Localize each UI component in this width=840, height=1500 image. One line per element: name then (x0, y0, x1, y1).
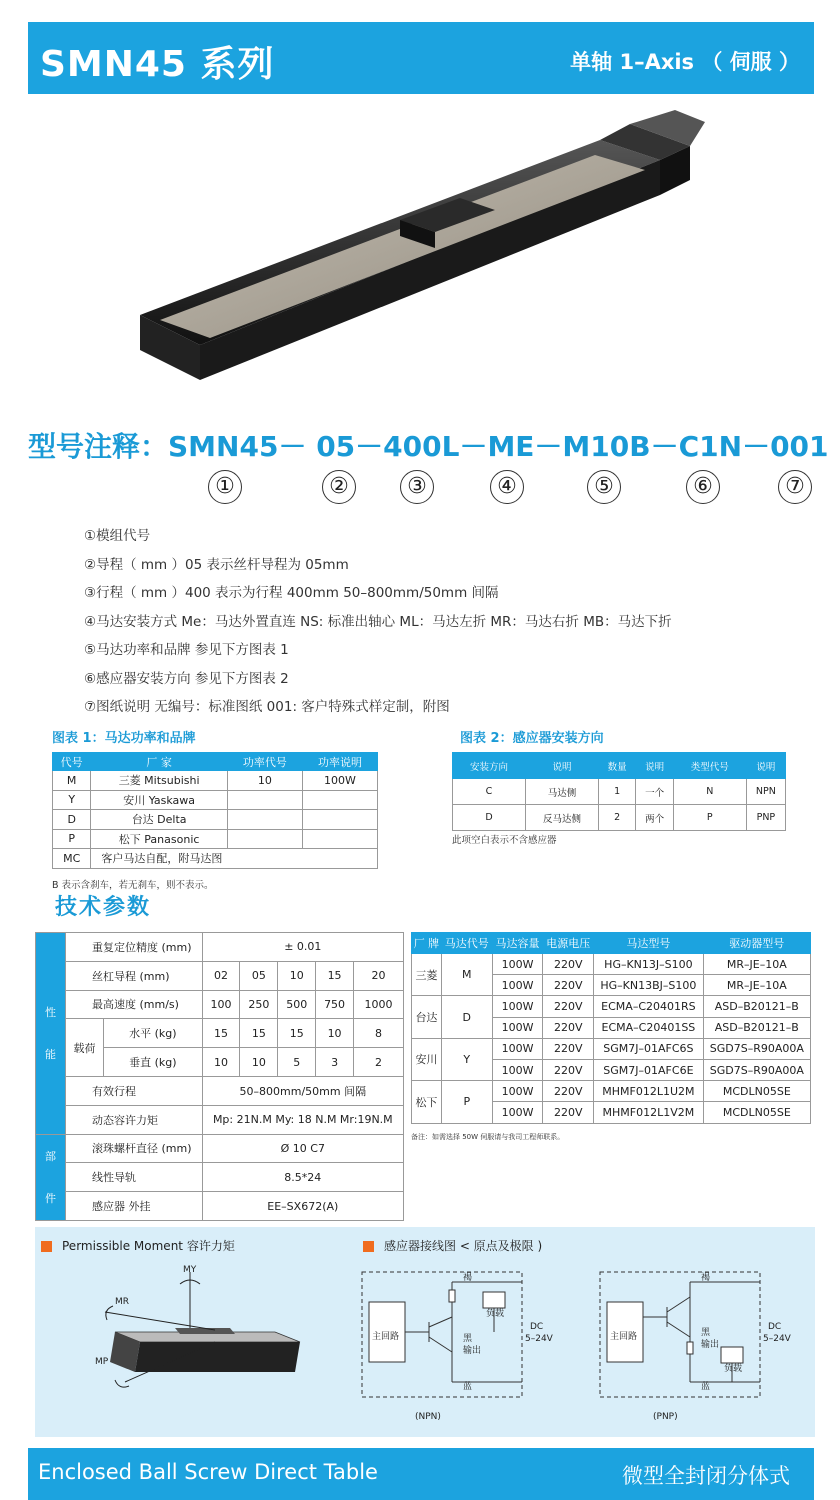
table-cell (227, 810, 302, 830)
note-4: ④马达安装方式 Me：马达外置直连 NS: 标准出轴心 ML：马达左折 MR：马达右折 MB：马达下折 (84, 613, 672, 630)
diagram-panel (35, 1227, 815, 1437)
brand-cell: 安川 (412, 1038, 442, 1080)
table-cell: 10 (316, 1019, 354, 1048)
brand-cell: 三菱 (412, 954, 442, 996)
table-cell: NPN (746, 779, 785, 805)
table-cell: 220V (543, 996, 594, 1017)
tech-title: 技术参数 (55, 895, 152, 920)
table-row (36, 1134, 404, 1163)
table-cell: P (673, 805, 746, 831)
table-cell: 2 (353, 1048, 403, 1077)
table-header: 功率说明 (302, 753, 377, 771)
side-char: 件 (45, 1192, 56, 1206)
model-code (28, 425, 829, 465)
table-cell: 15 (202, 1019, 240, 1048)
table-cell: 客户马达自配，附马达图 (91, 849, 378, 869)
table-cell: 100W (492, 975, 543, 996)
code-cell: M (441, 954, 492, 996)
table1-note: B 表示含刹车，若无刹车，则不表示。 (52, 880, 214, 891)
pnp-blue-label: 蓝 (701, 1382, 711, 1392)
table-cell: 8 (353, 1019, 403, 1048)
table-cell: 1000 (353, 990, 403, 1019)
pnp-brown-label: 褐 (701, 1273, 711, 1283)
table-cell: HG–KN13J–S100 (594, 954, 703, 975)
table-header: 安装方向 (453, 753, 526, 779)
table-cell: 100W (492, 954, 543, 975)
wiring-heading (363, 1237, 542, 1254)
marker-5: ⑤ (587, 470, 621, 504)
table-cell: 220V (543, 1059, 594, 1080)
code-cell: P (441, 1081, 492, 1123)
table-row (53, 849, 378, 869)
table-cell (302, 810, 377, 830)
table-cell: 1 (598, 779, 635, 805)
table-row (412, 1038, 811, 1059)
table-cell: 500 (278, 990, 316, 1019)
model-code-value: SMN45－ 05－400L－ME－M10B－C1N－001 (168, 430, 829, 463)
table-cell: 100 (202, 990, 240, 1019)
table-cell: SGD7S–R90A00A (703, 1059, 810, 1080)
marker-7: ⑦ (778, 470, 812, 504)
table-row (53, 829, 378, 849)
pnp-load-label: 负载 (724, 1364, 743, 1374)
table-cell: 三菱 Mitsubishi (91, 771, 228, 791)
side-char: 部 (45, 1150, 56, 1164)
table-cell: 马达侧 (525, 779, 598, 805)
table-cell: 250 (240, 990, 278, 1019)
row-label: 水平 (kg) (104, 1019, 203, 1048)
table-cell: 反马达侧 (525, 805, 598, 831)
pnp-output-label: 输出 (701, 1340, 720, 1350)
table-cell: PNP (746, 805, 785, 831)
table-cell: 两个 (636, 805, 673, 831)
footer-right-text: 微型全封闭分体式 (622, 1464, 790, 1488)
table-header: 代号 (53, 753, 91, 771)
table-header: 马达容量 (492, 933, 543, 954)
table-row (36, 1105, 404, 1134)
row-label: 垂直 (kg) (104, 1048, 203, 1077)
table-cell: Y (53, 790, 91, 810)
table-cell: 5 (278, 1048, 316, 1077)
model-prefix: 型号注释： (28, 430, 169, 463)
table-cell: 100W (492, 1081, 543, 1102)
table-header: 马达代号 (441, 933, 492, 954)
table-row (36, 1163, 404, 1192)
table-cell: 20 (353, 961, 403, 990)
table-cell: 15 (240, 1019, 278, 1048)
table-cell: ± 0.01 (202, 933, 403, 962)
pnp-main-label: 主回路 (610, 1332, 638, 1342)
table2 (452, 752, 786, 831)
table-header: 厂 家 (91, 753, 228, 771)
npn-main-label: 主回路 (372, 1332, 400, 1342)
npn-brown-label: 褐 (463, 1273, 473, 1283)
note-2: ②导程（ mm ）05 表示丝杆导程为 05mm (84, 556, 349, 573)
table-cell: 100W (492, 1017, 543, 1038)
table-cell: 8.5*24 (202, 1163, 403, 1192)
table-cell: 100W (492, 1038, 543, 1059)
table-cell: EE–SX672(A) (202, 1192, 403, 1221)
row-label: 最高速度 (mm/s) (66, 990, 203, 1019)
table-row (53, 790, 378, 810)
table-cell (302, 829, 377, 849)
row-label: 滚珠螺杆直径 (mm) (66, 1134, 203, 1163)
table-cell: 05 (240, 961, 278, 990)
wiring-title: 感应器接线图 < 原点及极限 ) (384, 1239, 543, 1253)
note-5: ⑤马达功率和品牌 参见下方图表 1 (84, 642, 289, 658)
table-header: 马达型号 (594, 933, 703, 954)
table-cell: MCDLN05SE (703, 1081, 810, 1102)
pnp-black-label: 黑 (701, 1328, 711, 1338)
npn-blue-label: 蓝 (463, 1382, 473, 1392)
orange-square-icon (363, 1241, 374, 1252)
table-cell: 松下 Panasonic (91, 829, 228, 849)
marker-4: ④ (490, 470, 524, 504)
table-header: 说明 (636, 753, 673, 779)
table-cell: N (673, 779, 746, 805)
table-cell: 220V (543, 954, 594, 975)
table-cell: P (53, 829, 91, 849)
product-image (130, 110, 710, 400)
table-cell: SGD7S–R90A00A (703, 1038, 810, 1059)
table-cell: 安川 Yaskawa (91, 790, 228, 810)
table-header: 类型代号 (673, 753, 746, 779)
table-header: 驱动器型号 (703, 933, 810, 954)
table-cell: 220V (543, 1081, 594, 1102)
table-cell: 3 (316, 1048, 354, 1077)
table-header-row (453, 753, 786, 779)
table-cell: 10 (227, 771, 302, 791)
note-7: ⑦图纸说明 无编号：标准图纸 001: 客户特殊式样定制，附图 (84, 699, 450, 715)
npn-dc-label: DC (530, 1322, 544, 1332)
table-header: 厂 牌 (412, 933, 442, 954)
table-cell: ECMA–C20401RS (594, 996, 703, 1017)
table-cell: 2 (598, 805, 635, 831)
moment-illustration (85, 1262, 315, 1412)
pnp-dc-label: DC (768, 1322, 782, 1332)
table-cell: C (453, 779, 526, 805)
table-cell: D (53, 810, 91, 830)
footer-banner (28, 1448, 814, 1500)
table-cell: Mp: 21N.M My: 18 N.M Mr:19N.M (202, 1105, 403, 1134)
marker-2: ② (322, 470, 356, 504)
table-header: 功率代号 (227, 753, 302, 771)
table-header-row (53, 753, 378, 771)
table-row (53, 771, 378, 791)
table-row (412, 954, 811, 975)
moment-title: Permissible Moment 容许力矩 (62, 1239, 235, 1253)
table-cell: 10 (240, 1048, 278, 1077)
table-cell: SGM7J–01AFC6E (594, 1059, 703, 1080)
table-cell: M (53, 771, 91, 791)
marker-1: ① (208, 470, 242, 504)
row-label: 重复定位精度 (mm) (66, 933, 203, 962)
motor-table (411, 932, 811, 1124)
pnp-volt-label: 5–24V (763, 1334, 791, 1344)
code-cell: D (441, 996, 492, 1038)
footer-left-text: Enclosed Ball Screw Direct Table (38, 1460, 378, 1484)
table-cell: MHMF012L1V2M (594, 1102, 703, 1123)
table-cell (227, 829, 302, 849)
table-cell (227, 790, 302, 810)
table-row (36, 961, 404, 990)
table2-note: 此项空白表示不含感应器 (452, 835, 557, 846)
table-cell: 50–800mm/50mm 间隔 (202, 1076, 403, 1105)
table-cell: 台达 Delta (91, 810, 228, 830)
table-cell: MHMF012L1U2M (594, 1081, 703, 1102)
page-subtitle: 单轴 1–Axis （ 伺服 ） (570, 50, 800, 74)
table-row (36, 1019, 404, 1048)
table-cell: 750 (316, 990, 354, 1019)
table2-title: 图表 2：感应器安装方向 (460, 731, 604, 746)
table-header: 说明 (746, 753, 785, 779)
table-header: 说明 (525, 753, 598, 779)
my-label: MY (183, 1265, 197, 1275)
table-cell: ASD–B20121–B (703, 1017, 810, 1038)
table-row (412, 996, 811, 1017)
table-cell: 220V (543, 1017, 594, 1038)
table-cell: MCDLN05SE (703, 1102, 810, 1123)
moment-heading (41, 1237, 235, 1254)
table-cell: Ø 10 C7 (202, 1134, 403, 1163)
table-cell: 220V (543, 1102, 594, 1123)
page-title: SMN45 系列 (40, 44, 275, 85)
table1-title: 图表 1：马达功率和品牌 (52, 731, 196, 746)
table-row (53, 810, 378, 830)
spec-table (35, 932, 404, 1221)
table1 (52, 752, 378, 869)
table-row (453, 779, 786, 805)
pnp-caption: (PNP) (653, 1412, 678, 1422)
table-cell: HG–KN13BJ–S100 (594, 975, 703, 996)
marker-3: ③ (400, 470, 434, 504)
row-label: 载荷 (66, 1019, 104, 1077)
table-cell: 15 (278, 1019, 316, 1048)
marker-6: ⑥ (686, 470, 720, 504)
note-6: ⑥感应器安装方向 参见下方图表 2 (84, 670, 289, 687)
table-cell: 100W (492, 1059, 543, 1080)
npn-load-label: 负载 (486, 1309, 505, 1319)
table-cell: MR–JE–10A (703, 975, 810, 996)
row-label: 线性导轨 (66, 1163, 203, 1192)
mp-label: MP (95, 1357, 109, 1367)
motor-note: 备注：如需选择 50W 伺服请与我司工程师联系。 (411, 1133, 565, 1141)
table-cell: D (453, 805, 526, 831)
table-cell: ECMA–C20401SS (594, 1017, 703, 1038)
table-cell: 02 (202, 961, 240, 990)
table-header: 数量 (598, 753, 635, 779)
orange-square-icon (41, 1241, 52, 1252)
row-label: 丝杠导程 (mm) (66, 961, 203, 990)
table-row (36, 1192, 404, 1221)
side-char: 性 (45, 1006, 56, 1020)
header-banner (28, 22, 814, 94)
table-cell: 10 (202, 1048, 240, 1077)
row-label: 有效行程 (66, 1076, 203, 1105)
side-label-performance (36, 933, 66, 1135)
mr-label: MR (115, 1297, 130, 1307)
note-1: ①模组代号 (84, 528, 151, 544)
table-cell: ASD–B20121–B (703, 996, 810, 1017)
table-cell: 100W (302, 771, 377, 791)
row-label: 感应器 外挂 (66, 1192, 203, 1221)
code-cell: Y (441, 1038, 492, 1080)
table-cell: 100W (492, 996, 543, 1017)
table-row (36, 1076, 404, 1105)
table-row (412, 1081, 811, 1102)
note-3: ③行程（ mm ）400 表示为行程 400mm 50–800mm/50mm 间隔 (84, 585, 499, 601)
table-header-row (412, 933, 811, 954)
table-cell: 100W (492, 1102, 543, 1123)
row-label: 动态容许力矩 (66, 1105, 203, 1134)
table-cell: 220V (543, 975, 594, 996)
table-cell: 一个 (636, 779, 673, 805)
side-char: 能 (45, 1048, 56, 1062)
npn-caption: (NPN) (415, 1412, 441, 1422)
table-row (36, 990, 404, 1019)
side-label-parts (36, 1134, 66, 1220)
npn-output-label: 输出 (463, 1346, 482, 1356)
table-cell: 10 (278, 961, 316, 990)
table-cell: 15 (316, 961, 354, 990)
brand-cell: 松下 (412, 1081, 442, 1123)
table-cell: MC (53, 849, 91, 869)
table-header: 电源电压 (543, 933, 594, 954)
table-cell: MR–JE–10A (703, 954, 810, 975)
npn-volt-label: 5–24V (525, 1334, 553, 1344)
brand-cell: 台达 (412, 996, 442, 1038)
model-notes (84, 522, 672, 722)
table-row (453, 805, 786, 831)
table-cell: 220V (543, 1038, 594, 1059)
table-cell (302, 790, 377, 810)
npn-black-label: 黑 (463, 1334, 473, 1344)
table-row (36, 933, 404, 962)
table-cell: SGM7J–01AFC6S (594, 1038, 703, 1059)
